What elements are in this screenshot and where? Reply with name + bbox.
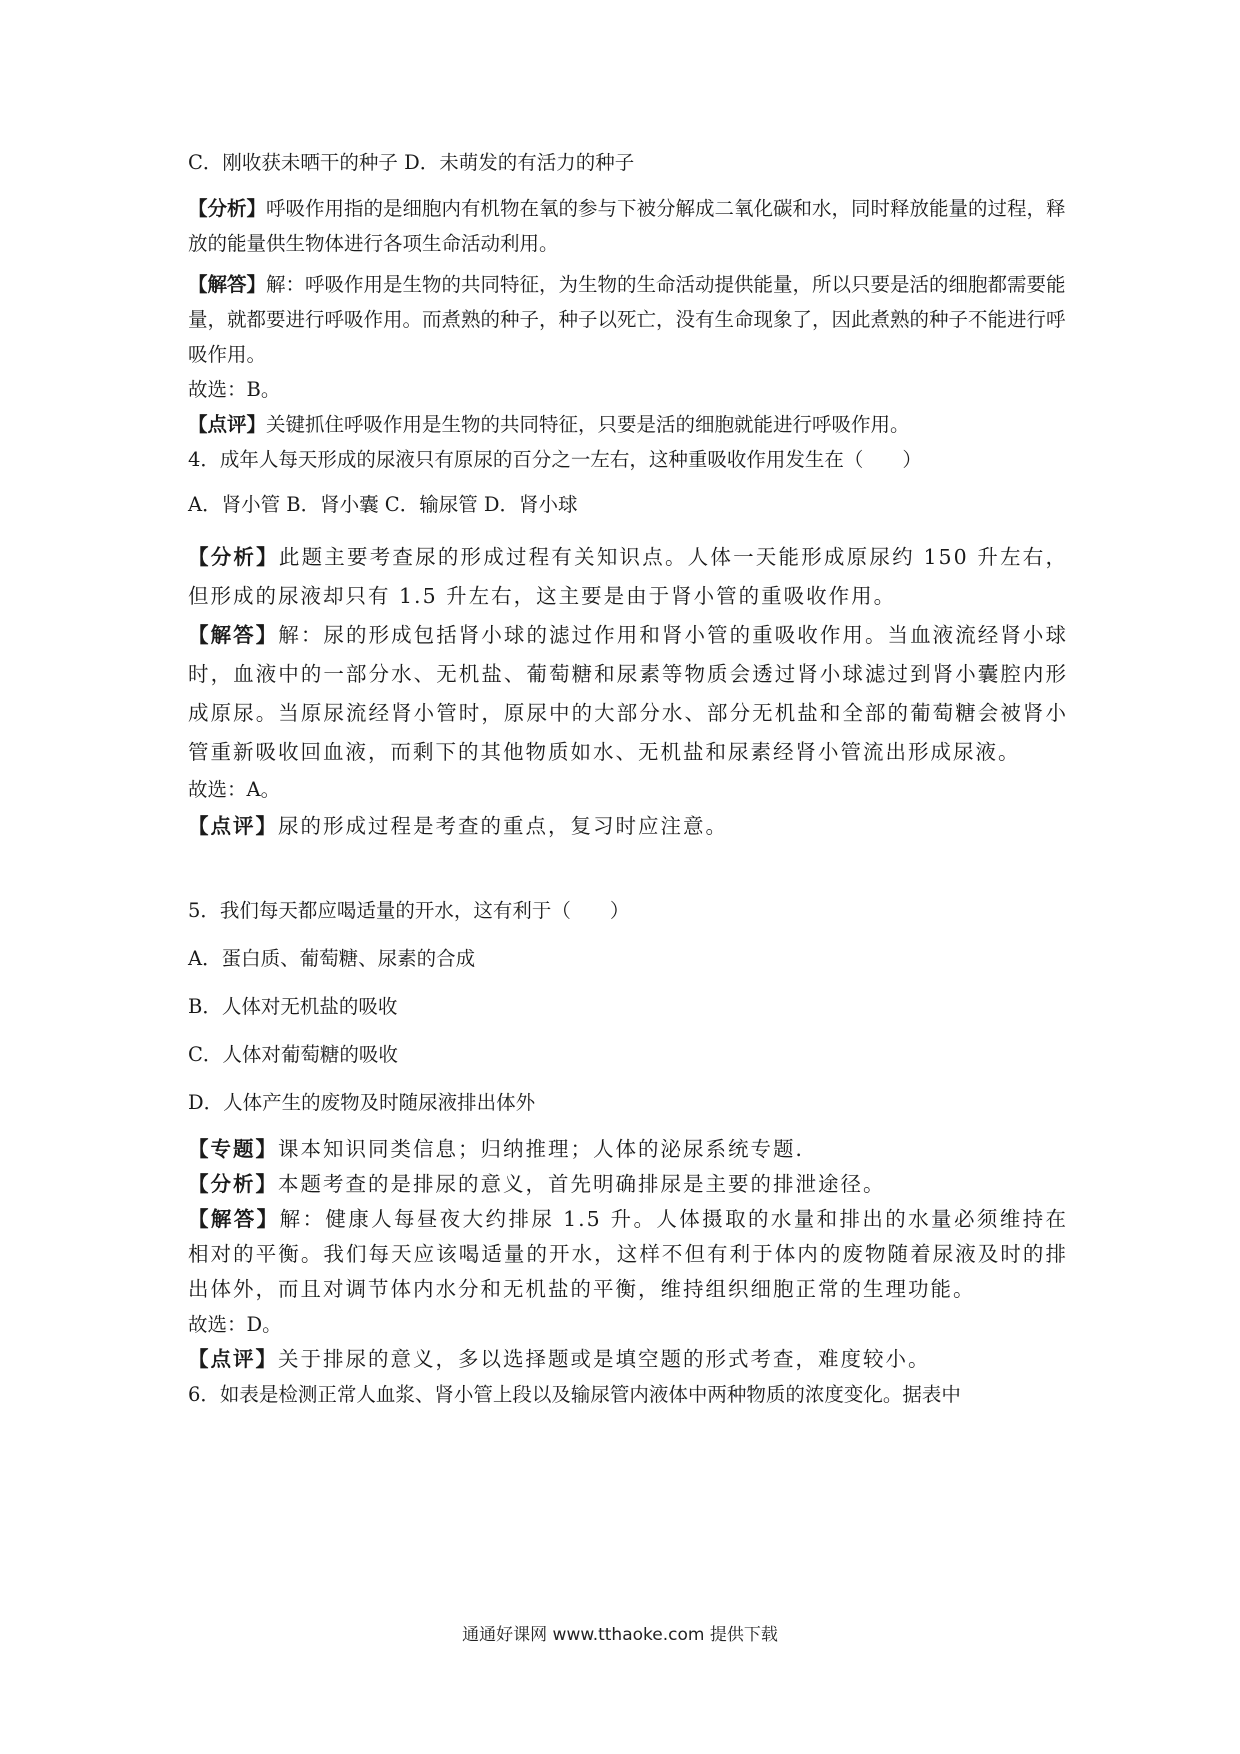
q5-answer [188,1202,1068,1307]
q4-question: 4．成年人每天形成的尿液只有原尿的百分之一左右，这种重吸收作用发生在（ ） [188,448,922,471]
q3-comment-tag: 【点评】 [188,413,267,436]
q5-option-a: A．蛋白质、葡萄糖、尿素的合成 [188,947,476,970]
q5-answer-text: 解：健康人每昼夜大约排尿 1.5 升。人体摄取的水量和排出的水量必须维持在相对的平衡。我们每天应该喝适量的开水，这样不但有利于体内的废物随着尿液及时的排出体外，而且对调节体内水分和无机盐的平衡，维持组织细胞正常的生理功能。 [188,1207,1069,1301]
q5-choice: 故选：D。 [188,1313,282,1336]
q4-options: A．肾小管 B．肾小囊 C．输尿管 D．肾小球 [188,493,578,516]
page-footer: 通通好课网 www.tthaoke.com 提供下载 [462,1625,778,1645]
q4-choice: 故选：A。 [188,778,281,801]
q4-analysis-text: 此题主要考查尿的形成过程有关知识点。人体一天能形成原尿约 150 升左右，但形成的尿液却只有 1.5 升左右，这主要是由于肾小管的重吸收作用。 [188,545,1069,608]
page-content [188,150,1068,1412]
q4-analysis [188,538,1068,616]
q5-topic [188,1132,1068,1167]
q5-comment-tag: 【点评】 [188,1347,278,1371]
q5-question: 5．我们每天都应喝适量的开水，这有利于（ ） [188,899,630,922]
q3-analysis-text: 呼吸作用指的是细胞内有机物在氧的参与下被分解成二氧化碳和水，同时释放能量的过程，释放的能量供生物体进行各项生命活动利用。 [188,197,1066,255]
q3-answer [188,267,1068,372]
q4-analysis-tag: 【分析】 [188,545,279,569]
q3-comment-text: 关键抓住呼吸作用是生物的共同特征，只要是活的细胞就能进行呼吸作用。 [266,413,910,436]
q3-analysis [188,191,1068,261]
q5-comment-text: 关于排尿的意义，多以选择题或是填空题的形式考查，难度较小。 [278,1347,931,1371]
q5-answer-tag: 【解答】 [188,1207,280,1231]
q5-analysis [188,1167,1068,1202]
q4-answer-text: 解：尿的形成包括肾小球的滤过作用和肾小管的重吸收作用。当血液流经肾小球时，血液中的一部分水、无机盐、葡萄糖和尿素等物质会透过肾小球滤过到肾小囊腔内形成原尿。当原尿流经肾小管时，原尿中的大部分水、部分无机盐和全部的葡萄糖会被肾小管重新吸收回血液，而剩下的其他物质如水、无机盐和尿素经肾小管流出形成尿液。 [188,623,1069,764]
q5-analysis-text: 本题考查的是排尿的意义，首先明确排尿是主要的排泄途径。 [278,1172,886,1196]
q6-question-start: 6．如表是检测正常人血浆、肾小管上段以及输尿管内液体中两种物质的浓度变化。据表中 [188,1383,961,1406]
q3-choice: 故选：B。 [188,378,281,401]
q3-comment [188,407,1068,442]
q5-option-d: D．人体产生的废物及时随尿液排出体外 [188,1091,536,1114]
q3-answer-text: 解：呼吸作用是生物的共同特征，为生物的生命活动提供能量，所以只要是活的细胞都需要能量，就都要进行呼吸作用。而煮熟的种子，种子以死亡，没有生命现象了，因此煮熟的种子不能进行呼吸作用。 [188,273,1066,366]
q3-options-cd: C．刚收获未晒干的种子 D．未萌发的有活力的种子 [188,151,635,174]
q3-answer-tag: 【解答】 [188,273,267,296]
q4-answer [188,616,1068,772]
q4-answer-tag: 【解答】 [188,623,279,647]
q4-comment [188,807,1068,846]
q5-topic-tag: 【专题】 [188,1137,278,1161]
q5-topic-text: 课本知识同类信息；归纳推理；人体的泌尿系统专题． [278,1137,818,1161]
q4-comment-tag: 【点评】 [188,814,278,838]
q3-analysis-tag: 【分析】 [188,197,267,220]
q5-option-c: C．人体对葡萄糖的吸收 [188,1043,398,1066]
q5-option-b: B．人体对无机盐的吸收 [188,995,398,1018]
q4-comment-text: 尿的形成过程是考查的重点，复习时应注意。 [278,814,728,838]
q5-analysis-tag: 【分析】 [188,1172,278,1196]
q5-comment [188,1342,1068,1377]
